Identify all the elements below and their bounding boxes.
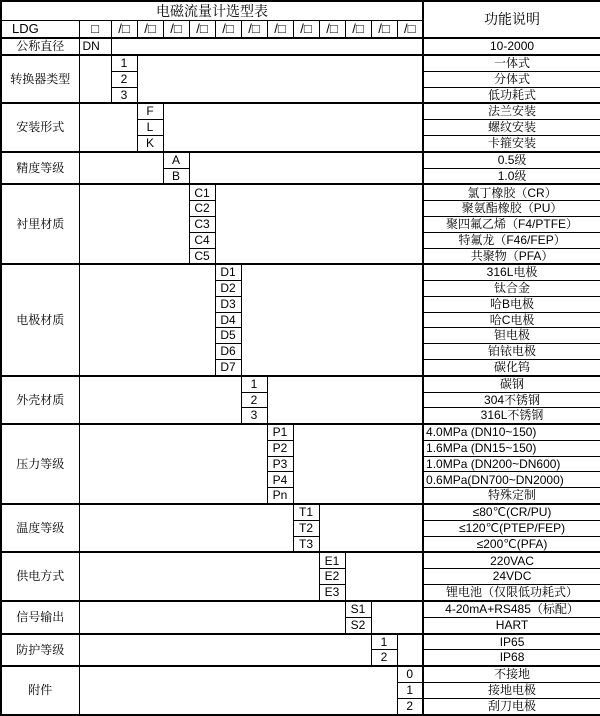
spacer-cell (79, 376, 241, 424)
spacer-cell (79, 184, 189, 264)
model-slot: /□ (267, 21, 293, 39)
category-label: 温度等级 (1, 504, 79, 552)
option-code: F (137, 103, 163, 119)
spacer-cell (79, 601, 345, 634)
option-code: T3 (293, 536, 319, 552)
option-row (1, 152, 600, 168)
option-row (1, 666, 600, 682)
spacer-cell (163, 103, 423, 151)
option-desc: 0.6MPa(DN700~DN2000) (423, 472, 600, 488)
model-slot: /□ (345, 21, 371, 39)
option-desc: ≤200℃(PFA) (423, 536, 600, 552)
diameter-row (1, 38, 600, 55)
option-code: 2 (371, 650, 397, 666)
option-desc: 1.0MPa (DN200~DN600) (423, 456, 600, 472)
category-label: 外壳材质 (1, 376, 79, 424)
option-desc: 聚四氟乙烯（F4/PTFE） (423, 217, 600, 233)
option-desc: 316L不锈钢 (423, 408, 600, 424)
option-desc: IP65 (423, 634, 600, 650)
option-code: 1 (397, 683, 423, 699)
option-code: T1 (293, 504, 319, 520)
option-desc: 共聚物（PFA） (423, 248, 600, 264)
option-desc: ≤120℃(PTEP/FEP) (423, 520, 600, 536)
option-code: P1 (267, 424, 293, 440)
spacer-cell (79, 264, 215, 375)
option-desc: 4.0MPa (DN10~150) (423, 424, 600, 440)
category-label: 精度等级 (1, 152, 79, 185)
option-code: D4 (215, 312, 241, 328)
option-desc: 铂铱电极 (423, 344, 600, 360)
option-desc: 1.0级 (423, 168, 600, 184)
option-code: C3 (189, 217, 215, 233)
option-code: D5 (215, 328, 241, 344)
option-code: 2 (397, 698, 423, 715)
option-code: D7 (215, 359, 241, 375)
model-slot: /□ (137, 21, 163, 39)
option-desc: 10-2000 (423, 38, 600, 55)
option-desc: 一体式 (423, 55, 600, 71)
spacer-cell (79, 55, 111, 103)
option-desc: 钽电极 (423, 328, 600, 344)
option-row (1, 552, 600, 568)
category-label: 公称直径 (1, 38, 79, 55)
spacer-cell (79, 152, 163, 185)
option-row (1, 103, 600, 119)
option-code: 1 (241, 376, 267, 392)
option-desc: 316L电极 (423, 264, 600, 280)
option-code: D2 (215, 281, 241, 297)
category-label: 电极材质 (1, 264, 79, 375)
spacer-cell (111, 38, 423, 55)
option-code: P4 (267, 472, 293, 488)
category-label: 信号输出 (1, 601, 79, 634)
option-row (1, 264, 600, 280)
option-code: C1 (189, 184, 215, 200)
option-code: Pn (267, 488, 293, 504)
option-desc: HART (423, 617, 600, 633)
category-label: 转换器类型 (1, 55, 79, 103)
model-slot: /□ (319, 21, 345, 39)
option-desc: ≤80℃(CR/PU) (423, 504, 600, 520)
spacer-cell (79, 504, 293, 552)
option-code: T2 (293, 520, 319, 536)
spacer-cell (79, 424, 267, 504)
option-desc: 24VDC (423, 569, 600, 585)
category-label: 压力等级 (1, 424, 79, 504)
category-label: 衬里材质 (1, 184, 79, 264)
option-code: 1 (111, 55, 137, 71)
option-code: E3 (319, 585, 345, 601)
spacer-cell (241, 264, 423, 375)
model-slot: /□ (397, 21, 423, 39)
option-code: 2 (241, 392, 267, 408)
option-row (1, 634, 600, 650)
option-code: 1 (371, 634, 397, 650)
option-code: A (163, 152, 189, 168)
option-desc: 分体式 (423, 71, 600, 87)
option-desc: 哈B电极 (423, 296, 600, 312)
option-desc: 卡箍安装 (423, 135, 600, 151)
option-desc: 0.5级 (423, 152, 600, 168)
spacer-cell (345, 552, 423, 600)
option-desc: 接地电极 (423, 683, 600, 699)
option-code: 2 (111, 71, 137, 87)
option-desc: 碳钢 (423, 376, 600, 392)
option-desc: 聚氨酯橡胶（PU） (423, 201, 600, 217)
option-desc: IP68 (423, 650, 600, 666)
option-row (1, 376, 600, 392)
option-desc: 刮刀电极 (423, 698, 600, 715)
model-slot: /□ (111, 21, 137, 39)
option-desc: 钛合金 (423, 281, 600, 297)
diameter-code: DN (79, 38, 111, 55)
spacer-cell (319, 504, 423, 552)
model-slot: /□ (371, 21, 397, 39)
option-code: C2 (189, 201, 215, 217)
option-code: L (137, 120, 163, 136)
option-desc: 304不锈钢 (423, 392, 600, 408)
option-code: D6 (215, 344, 241, 360)
category-label: 供电方式 (1, 552, 79, 600)
option-code: D3 (215, 296, 241, 312)
option-code: C5 (189, 248, 215, 264)
model-slot: /□ (293, 21, 319, 39)
option-desc: 锂电池（仅限低功耗式） (423, 585, 600, 601)
spacer-cell (293, 424, 423, 504)
option-desc: 4-20mA+RS485（标配） (423, 601, 600, 617)
spacer-cell (79, 634, 371, 667)
option-row (1, 184, 600, 200)
option-desc: 特殊定制 (423, 488, 600, 504)
spacer-cell (215, 184, 423, 264)
option-desc: 特氟龙（F46/FEP） (423, 232, 600, 248)
model-slot: /□ (241, 21, 267, 39)
model-base-box: □ (79, 21, 111, 39)
function-column-header: 功能说明 (423, 1, 600, 38)
header-row (1, 1, 600, 21)
option-code: 0 (397, 666, 423, 682)
option-desc: 220VAC (423, 552, 600, 568)
category-label: 附件 (1, 666, 79, 715)
model-prefix: LDG (1, 21, 79, 39)
option-code: E1 (319, 552, 345, 568)
model-slot: /□ (163, 21, 189, 39)
option-desc: 低功耗式 (423, 87, 600, 103)
model-slot: /□ (189, 21, 215, 39)
option-code: 3 (111, 87, 137, 103)
option-desc: 碳化钨 (423, 359, 600, 375)
model-slot: /□ (215, 21, 241, 39)
spacer-cell (79, 666, 397, 715)
spacer-cell (267, 376, 423, 424)
spacer-cell (79, 552, 319, 600)
option-desc: 不接地 (423, 666, 600, 682)
option-desc: 氯丁橡胶（CR） (423, 184, 600, 200)
option-code: E2 (319, 569, 345, 585)
option-code: D1 (215, 264, 241, 280)
option-row (1, 504, 600, 520)
option-code: S2 (345, 617, 371, 633)
category-label: 安装形式 (1, 103, 79, 151)
spacer-cell (371, 601, 423, 634)
category-label: 防护等级 (1, 634, 79, 667)
option-row (1, 424, 600, 440)
option-desc: 哈C电极 (423, 312, 600, 328)
option-code: P2 (267, 440, 293, 456)
option-desc: 螺纹安装 (423, 120, 600, 136)
option-code: 3 (241, 408, 267, 424)
option-row (1, 55, 600, 71)
option-code: P3 (267, 456, 293, 472)
spacer-cell (189, 152, 423, 185)
option-code: B (163, 168, 189, 184)
option-desc: 1.6MPa (DN15~150) (423, 440, 600, 456)
option-code: S1 (345, 601, 371, 617)
option-desc: 法兰安装 (423, 103, 600, 119)
spacer-cell (137, 55, 423, 103)
option-code: C4 (189, 232, 215, 248)
spacer-cell (397, 634, 423, 667)
option-row (1, 601, 600, 617)
table-title: 电磁流量计选型表 (1, 1, 423, 21)
option-code: K (137, 135, 163, 151)
spacer-cell (79, 103, 137, 151)
